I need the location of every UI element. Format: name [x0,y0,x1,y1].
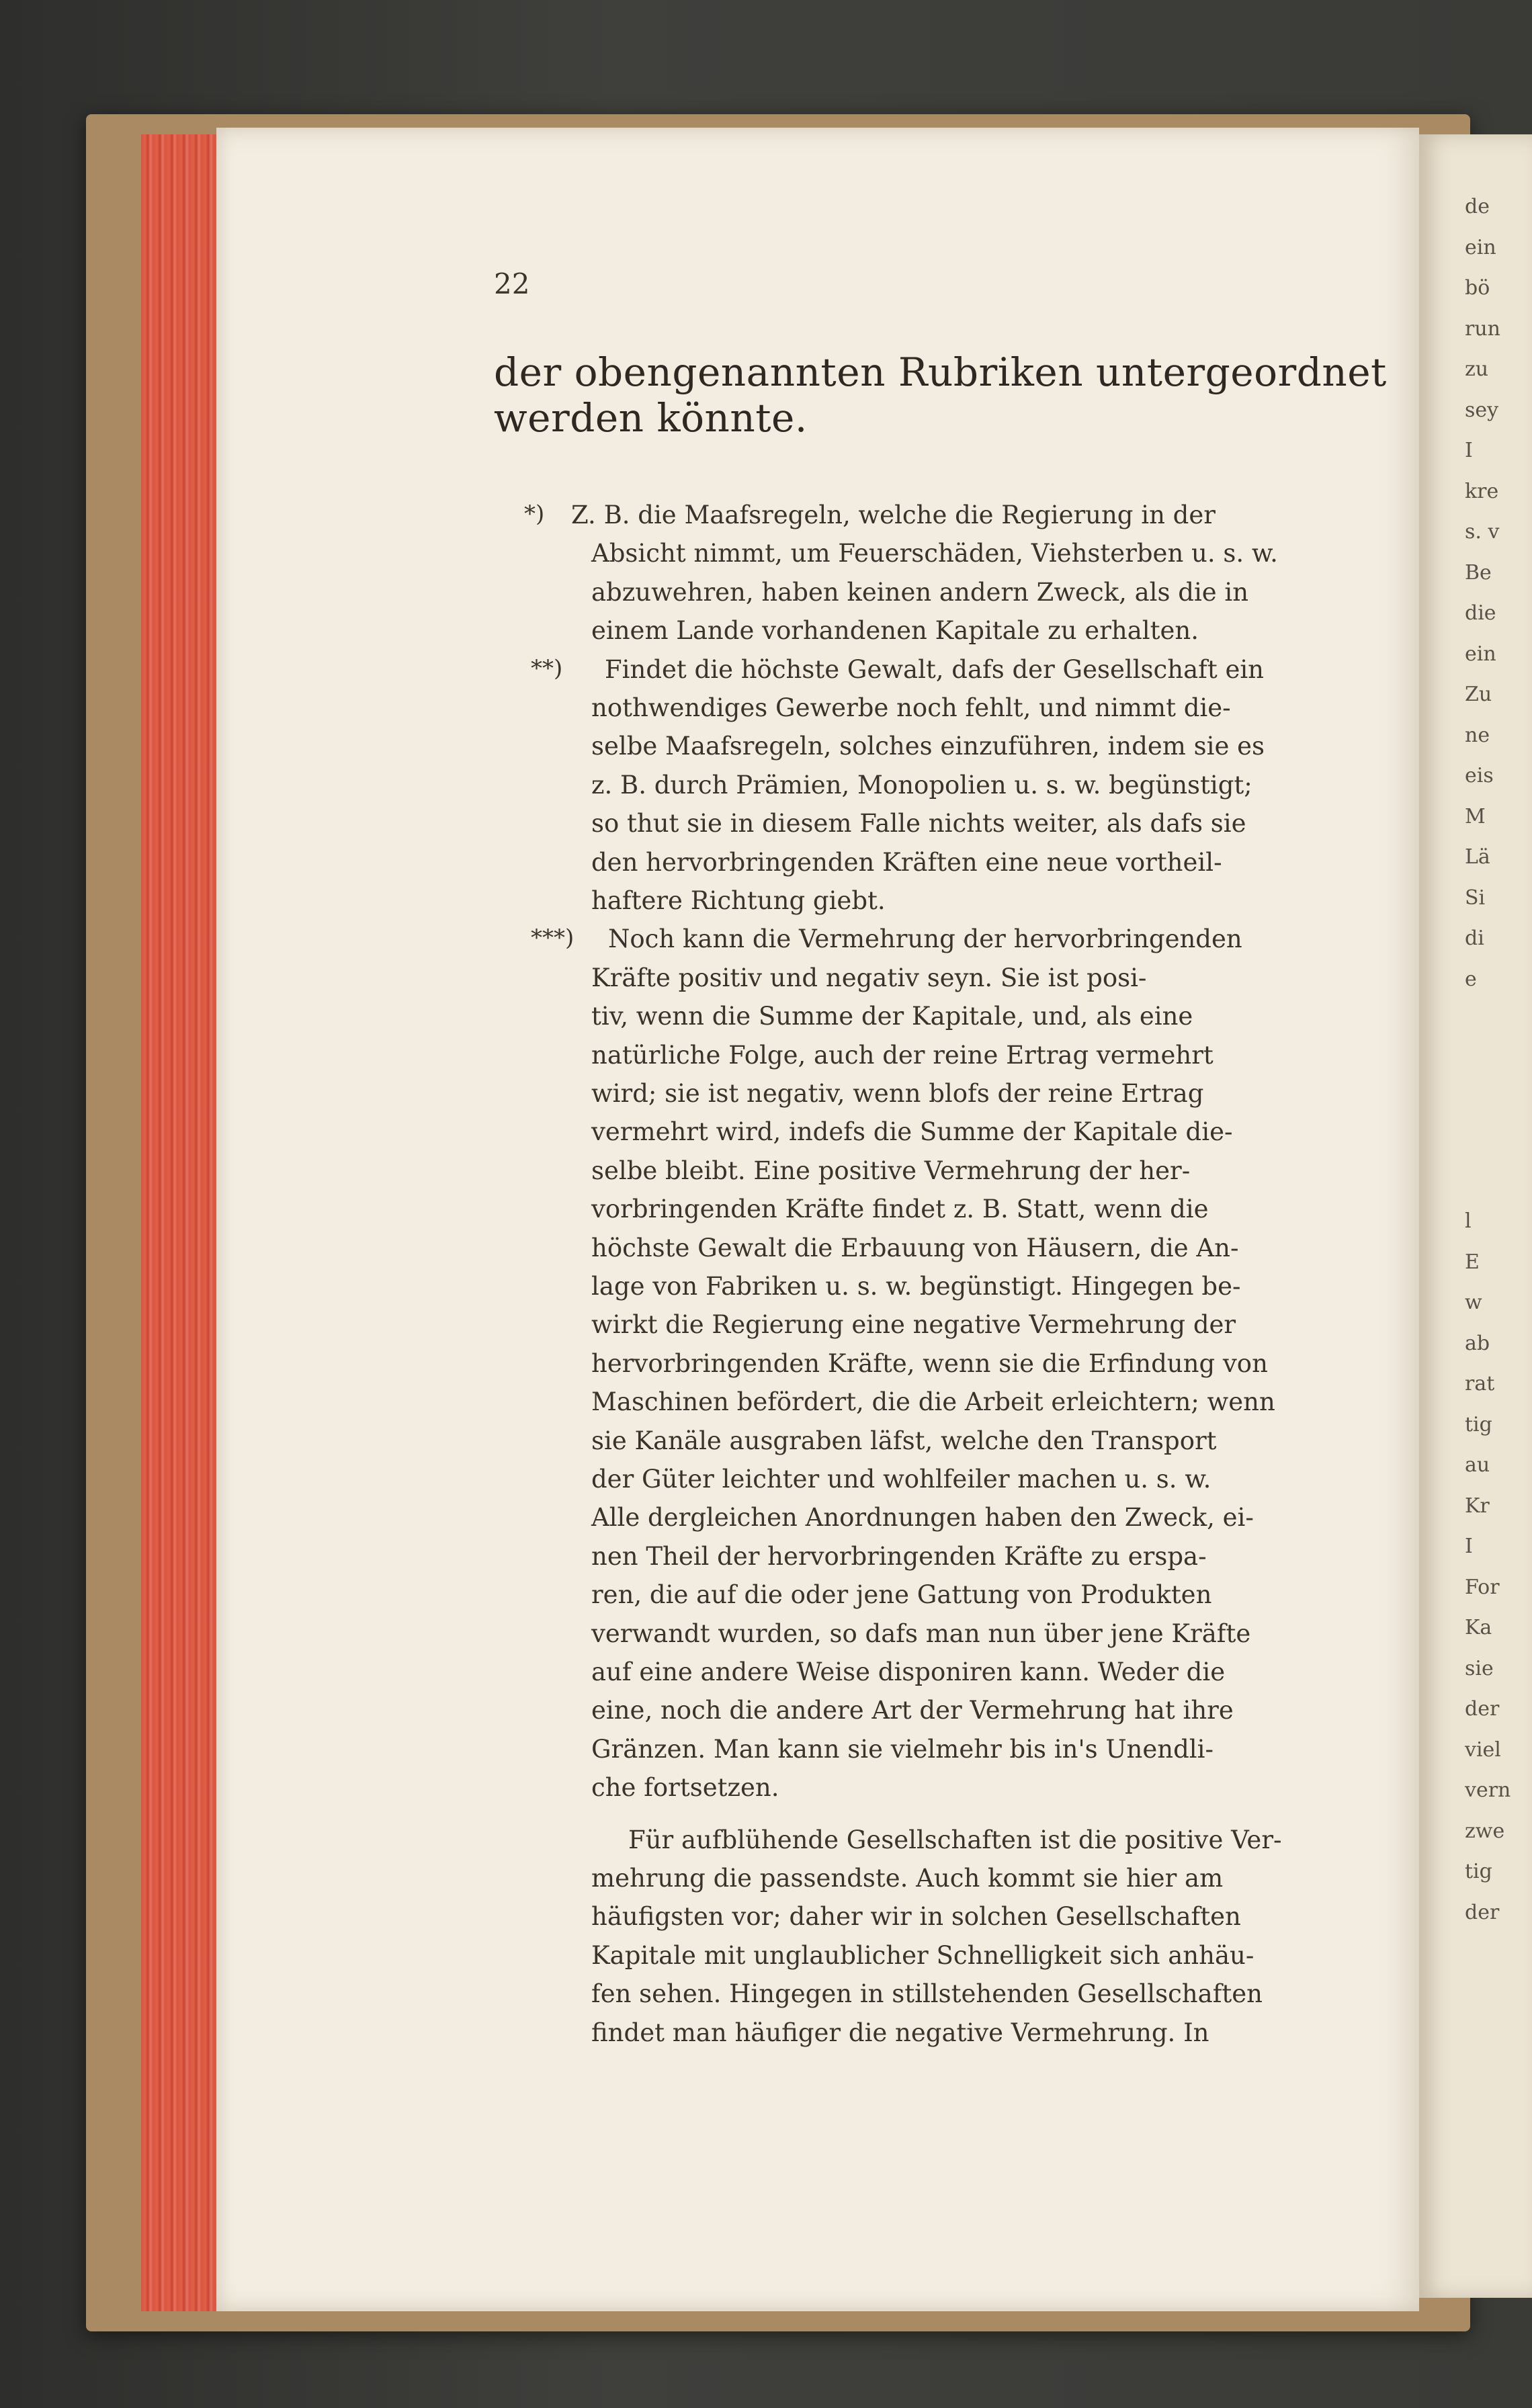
footnote-line: mehrung die passendste. Auch kommt sie hier am [591,1864,1224,1893]
footnote-line: einem Lande vorhandenen Kapitale zu erhalten. [591,616,1199,646]
footnote-line: fen sehen. Hingegen in stillstehenden Gesellschaften [591,1979,1263,2009]
footnote-marker: **) [531,654,563,682]
facing-page-fragment: Zu [1465,683,1492,706]
page-number: 22 [494,267,530,300]
facing-page-fragment: kre [1465,479,1499,503]
footnote-marker: *) [524,501,545,527]
facing-page-fragment: zwe [1465,1819,1505,1843]
facing-page-fragment: e [1465,967,1477,991]
facing-page-fragment: Kr [1465,1494,1490,1518]
footnote-line: Kapitale mit unglaublicher Schnelligkeit sich anhäu- [591,1940,1254,1970]
footnote-line: z. B. durch Prämien, Monopolien u. s. w. begünstigt; [591,770,1252,800]
facing-page-fragment: For [1465,1575,1500,1599]
footnote-line: nen Theil der hervorbringenden Kräfte zu erspa- [591,1541,1207,1571]
facing-page-fragment: ein [1465,235,1496,259]
footnote-line: verwandt wurden, so dafs man nun über jene Kräfte [591,1619,1251,1648]
facing-page-fragment: Si [1465,886,1486,910]
footnote-line: tiv, wenn die Summe der Kapitale, und, als eine [591,1002,1193,1031]
footnote-line: Findet die höchste Gewalt, dafs der Gesellschaft ein [605,654,1265,684]
facing-page-fragment: sey [1465,398,1499,422]
facing-page-fragment: run [1465,316,1500,341]
footnote-line: den hervorbringenden Kräften eine neue vortheil- [591,847,1222,877]
footnote-line: Gränzen. Man kann sie vielmehr bis in's Unendli- [591,1734,1214,1764]
facing-page-fragment: viel [1465,1737,1501,1762]
facing-page-fragment: M [1465,804,1486,828]
facing-page-fragment: tig [1465,1860,1492,1883]
facing-page-fragment: l [1465,1209,1472,1233]
footnote-line: wirkt die Regierung eine negative Vermehrung der [591,1310,1236,1340]
facing-page-fragment: E [1465,1250,1480,1274]
heading-line-2: werden könnte. [494,395,808,441]
facing-page-fragment: sie [1465,1656,1494,1680]
red-page-edges [141,134,222,2311]
footnote-line: Noch kann die Vermehrung der hervorbringenden [608,924,1242,954]
footnote-line: Alle dergleichen Anordnungen haben den Zweck, ei- [591,1503,1254,1533]
footnote-line: ren, die auf die oder jene Gattung von Produkten [591,1580,1212,1610]
facing-page-fragment: ab [1465,1331,1490,1355]
facing-page-fragment: Lä [1465,845,1490,869]
facing-page-fragment: ein [1465,642,1496,666]
facing-page-fragment: der [1465,1697,1500,1721]
footnote-line: höchste Gewalt die Erbauung von Häusern, die An- [591,1233,1239,1262]
footnote-line: hervorbringenden Kräfte, wenn sie die Erfindung von [591,1348,1268,1378]
footnote-line: wird; sie ist negativ, wenn blofs der reine Ertrag [591,1079,1204,1108]
facing-page-fragment: bö [1465,276,1490,300]
facing-page-fragment: rat [1465,1372,1495,1395]
footnote-line: Z. B. die Maafsregeln, welche die Regierung in der [571,501,1216,529]
footnote-line: Absicht nimmt, um Feuerschäden, Viehsterben u. s. w. [591,539,1278,568]
footnote-line: abzuwehren, haben keinen andern Zweck, als die in [591,577,1249,607]
footnote-line: findet man häufiger die negative Vermehrung. In [591,2018,1209,2047]
footnote-line: so thut sie in diesem Falle nichts weiter, als dafs sie [591,809,1246,838]
facing-page-fragment: I [1465,439,1473,462]
footnote-line: selbe bleibt. Eine positive Vermehrung der her- [591,1156,1191,1185]
facing-page-strip [1419,134,1532,2298]
facing-page-fragment: die [1465,601,1496,625]
facing-page-fragment: au [1465,1453,1490,1477]
footnote-line: Maschinen befördert, die die Arbeit erleichtern; wenn [591,1387,1275,1417]
facing-page-fragment: eis [1465,764,1494,787]
footnote-marker: ***) [531,924,574,952]
footnote-line: der Güter leichter und wohlfeiler machen u. s. w. [591,1465,1211,1494]
footnote-line: Kräfte positiv und negativ seyn. Sie ist posi- [591,963,1147,992]
footnote-line: eine, noch die andere Art der Vermehrung hat ihre [591,1696,1234,1725]
facing-page-fragment: zu [1465,357,1489,381]
footnote-line: haftere Richtung giebt. [591,886,886,915]
facing-page-fragment: de [1465,195,1490,218]
facing-page-fragment: s. v [1465,520,1500,544]
footnote-line: sie Kanäle ausgraben läfst, welche den Transport [591,1426,1217,1455]
facing-page-fragment: di [1465,927,1484,950]
facing-page-fragment: w [1465,1291,1482,1314]
facing-page-fragment: ne [1465,723,1490,747]
footnote-line: natürliche Folge, auch der reine Ertrag vermehrt [591,1040,1214,1070]
facing-page-fragment: der [1465,1900,1500,1924]
facing-page-fragment: tig [1465,1412,1492,1436]
footnote-line: vermehrt wird, indefs die Summe der Kapitale die- [591,1117,1233,1147]
heading-line-1: der obengenannten Rubriken untergeordnet [494,349,1387,395]
footnote-line: häufigsten vor; daher wir in solchen Gesellschaften [591,1902,1241,1932]
footnote-line: che fortsetzen. [591,1773,779,1803]
footnote-line: Für aufblühende Gesellschaften ist die positive Ver- [628,1825,1282,1854]
facing-page-fragment: I [1465,1535,1473,1558]
footnote-line: nothwendiges Gewerbe noch fehlt, und nimmt die- [591,693,1231,722]
footnote-line: lage von Fabriken u. s. w. begünstigt. Hingegen be- [591,1272,1241,1301]
footnote-line: auf eine andere Weise disponiren kann. Weder die [591,1658,1226,1686]
facing-page-fragment: Ka [1465,1616,1492,1639]
footnote-line: selbe Maafsregeln, solches einzuführen, indem sie es [591,732,1265,761]
facing-page-fragment: Be [1465,560,1492,585]
footnote-line: vorbringenden Kräfte findet z. B. Statt, wenn die [591,1195,1209,1224]
facing-page-fragment: vern [1465,1778,1511,1802]
